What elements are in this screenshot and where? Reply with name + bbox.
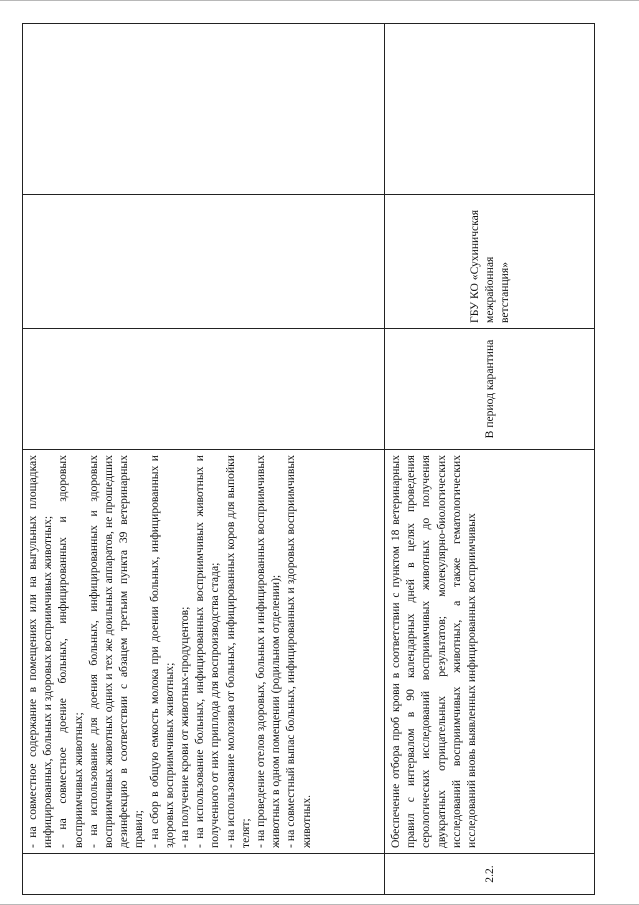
rotated-page [22, 23, 594, 895]
term-cell: В период карантина [385, 329, 595, 450]
table-row [385, 24, 595, 895]
list-item: - на проведение отелов здоровых, больных и инфицированных восприимчивых животных в одном помещении (родильном отделении); [254, 455, 283, 848]
list-item: - на совместное содержание в помещениях или на выгульных площадках инфицированных, больных и здоровых восприимчивых животных; [26, 455, 55, 848]
measure-text-cell: Обеспечение отбора проб крови в соответствии с пунктом 18 ветеринарных правил с интервалом в 90 календарных дней в целях проведения серологических исследований восприимчивых животных до получения двукратных отрицательных результатов; молекулярно-биологических исследований восприимчивых животных, а также гематологических исследований вновь выявленных инфицированных восприимчивых [385, 450, 595, 854]
list-item: - на использование для доения больных, инфицированных и здоровых восприимчивых животных одних и тех же доильных аппаратов, не прошедших дезинфекцию в соответствии с абзацем третьим пункта 39 ветеринарных правил; [86, 455, 146, 848]
empty-cell [385, 24, 595, 195]
list-item: - на использование больных, инфицированных восприимчивых животных и полученного от них приплода для воспроизводства стада; [193, 455, 222, 848]
row-number-cell: 2.2. [385, 854, 595, 895]
responsible-cell: ГБУ КО «Сухиничская межрайонная ветстанция» [385, 195, 595, 329]
list-item: - на получение крови от животных-продуцентов; [178, 606, 192, 848]
plan-table [22, 23, 595, 895]
scan-edge-line [0, 0, 639, 1]
list-item: - на сбор в общую емкость молока при доении больных, инфицированных и здоровых восприимчивых животных; [147, 455, 176, 848]
term-cell [23, 329, 385, 450]
empty-cell [23, 24, 385, 195]
measure-text-cell [23, 450, 385, 854]
row-number-cell [23, 854, 385, 895]
table-row [23, 24, 385, 895]
responsible-cell [23, 195, 385, 329]
list-item: - на использование молозива от больных, инфицированных коров для выпойки телят; [223, 455, 252, 848]
list-item: - на совместное доение больных, инфицированных и здоровых восприимчивых животных; [56, 455, 85, 848]
list-item: - на совместный выпас больных, инфицированных и здоровых восприимчивых животных. [284, 455, 313, 848]
